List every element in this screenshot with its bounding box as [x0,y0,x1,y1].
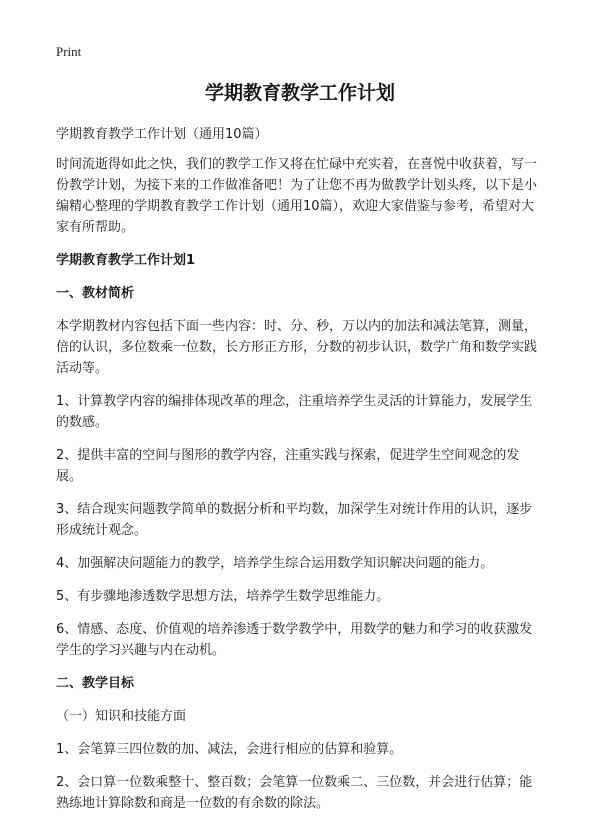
list-item: 1、会笔算三四位数的加、减法，会进行相应的估算和验算。 [56,742,403,757]
list-item: 3、结合现实问题教学简单的数据分析和平均数，加深学生对统计作用的认识，逐步形成统计观念。 [56,502,533,538]
list-item: 4、加强解决问题能力的教学，培养学生综合运用数学知识解决问题的能力。 [56,556,494,571]
list-item: 2、提供丰富的空间与图形的教学内容，注重实践与探索，促进学生空间观念的发展。 [56,448,520,484]
list-item: 5、有步骤地渗透数学思想方法，培养学生数学思维能力。 [56,589,390,604]
document-subtitle: 学期教育教学工作计划（通用10篇） [56,127,268,142]
print-link[interactable]: Print [56,44,82,59]
section-heading-goals: 二、教学目标 [56,676,135,691]
list-item: 1、计算教学内容的编排体现改革的理念，注重培养学生灵活的计算能力，发展学生的数感。 [56,394,533,430]
plan-heading: 学期教育教学工作计划1 [56,253,196,268]
list-item: 2、会口算一位数乘整十、整百数；会笔算一位数乘二、三位数，并会进行估算；能熟练地计算除数和商是一位数的有余数的除法。 [56,775,533,811]
document-title: 学期教育教学工作计划 [204,82,395,104]
intro-paragraph: 时间流逝得如此之快，我们的教学工作又将在忙碌中充实着，在喜悦中收获着，写一份教学计划，为接下来的工作做准备吧！为了让您不再为做教学计划头疼，以下是小编精心整理的学期教育教学工作计划（通用10篇），欢迎大家借鉴与参考，希望对大家有所帮助。 [56,157,538,235]
subsection-heading: （一）知识和技能方面 [56,709,187,724]
list-item: 6、情感、态度、价值观的培养渗透于数学教学中，用数学的魅力和学习的收获激发学生的学习兴趣与内在动机。 [56,622,533,658]
textbook-overview-paragraph: 本学期教材内容包括下面一些内容：时、分、秒，万以内的加法和减法笔算，测量，倍的认识，多位数乘一位数，长方形正方形，分数的初步认识，数学广角和数学实践活动等。 [56,319,538,376]
section-heading-textbook: 一、教材简析 [56,286,135,301]
